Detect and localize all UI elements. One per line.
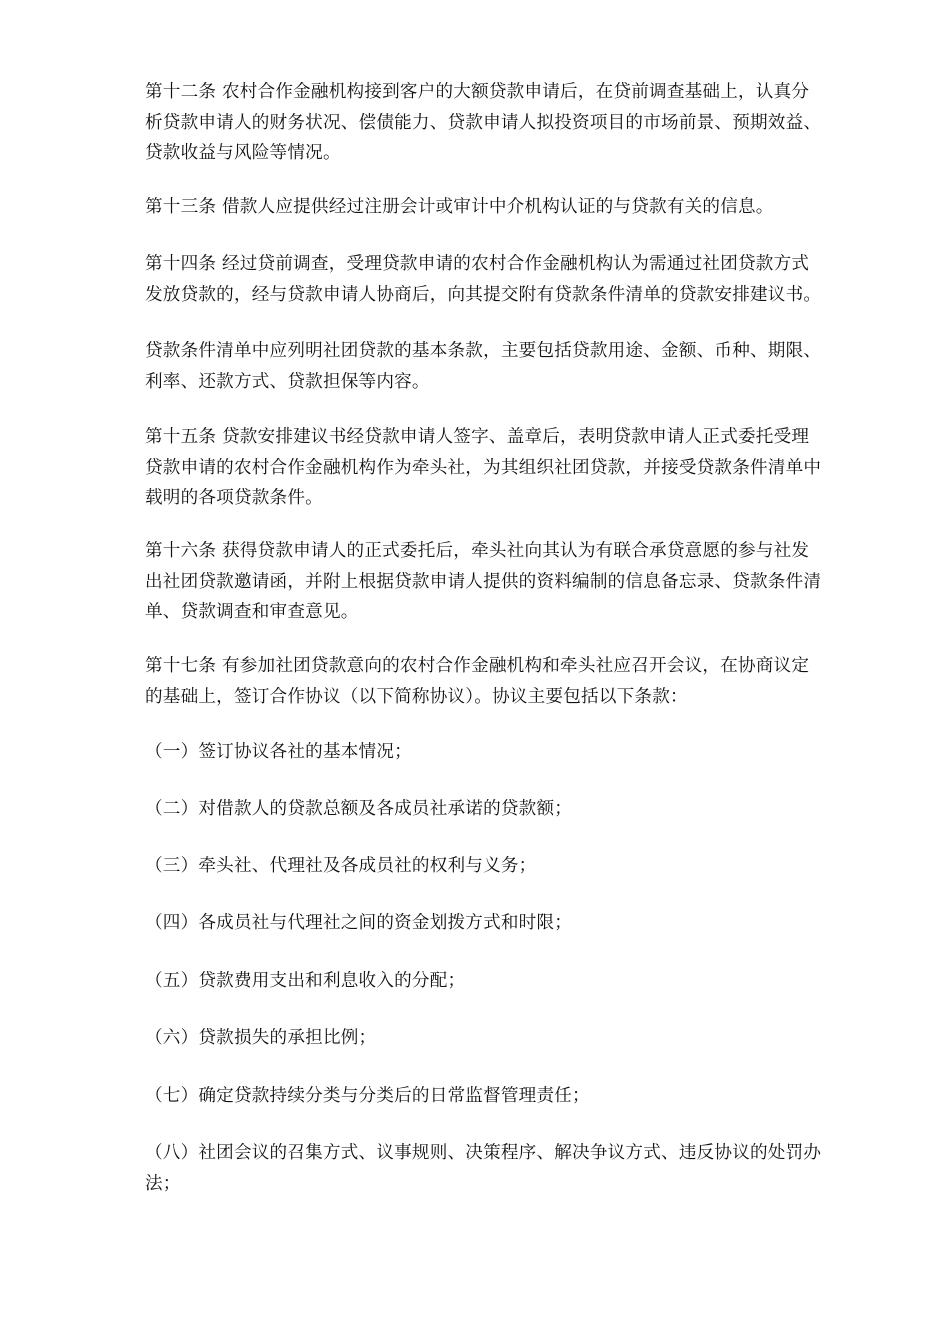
clause-item-6 xyxy=(145,1023,875,1054)
clause-item-2 xyxy=(145,794,875,825)
clause-item-3 xyxy=(145,851,875,882)
text-line: 载明的各项贷款条件。 xyxy=(145,488,323,508)
article-17-paragraph xyxy=(145,651,875,712)
text-line: 第十三条 借款人应提供经过注册会计或审计中介机构认证的与贷款有关的信息。 xyxy=(145,197,774,217)
text-line: 的基础上，签订合作协议（以下简称协议）。协议主要包括以下条款： xyxy=(145,686,688,707)
text-line: 析贷款申请人的财务状况、偿债能力、贷款申请人拟投资项目的市场前景、预期效益、 xyxy=(145,112,822,133)
article-15-paragraph xyxy=(145,422,875,514)
text-line: （七）确定贷款持续分类与分类后的日常监督管理责任； xyxy=(145,1086,590,1106)
clause-item-5 xyxy=(145,966,875,997)
article-14-paragraph xyxy=(145,249,875,310)
text-line: 第十六条 获得贷款申请人的正式委托后，牵头社向其认为有联合承贷意愿的参与社发 xyxy=(145,541,810,561)
article-13-paragraph xyxy=(145,192,875,223)
text-line: （二）对借款人的贷款总额及各成员社承诺的贷款额； xyxy=(145,799,573,819)
text-line: 法； xyxy=(145,1173,181,1194)
text-line: 利率、还款方式、贷款担保等内容。 xyxy=(145,371,430,392)
text-line: （一）签订协议各社的基本情况； xyxy=(145,742,412,762)
text-line: 贷款条件清单中应列明社团贷款的基本条款，主要包括贷款用途、金额、币种、期限、 xyxy=(145,341,822,361)
article-16-paragraph xyxy=(145,536,875,628)
text-line: （五）贷款费用支出和利息收入的分配； xyxy=(145,971,466,991)
clause-item-1 xyxy=(145,737,875,768)
text-line: 发放贷款的，经与贷款申请人协商后，向其提交附有贷款条件清单的贷款安排建议书。 xyxy=(145,284,822,305)
loan-conditions-paragraph xyxy=(145,336,875,397)
text-line: 贷款收益与风险等情况。 xyxy=(145,143,341,163)
text-line: 单、贷款调查和审查意见。 xyxy=(145,602,359,622)
text-line: 第十五条 贷款安排建议书经贷款申请人签字、盖章后，表明贷款申请人正式委托受理 xyxy=(145,427,810,447)
text-line: 第十四条 经过贷前调查，受理贷款申请的农村合作金融机构认为需通过社团贷款方式 xyxy=(145,254,810,274)
clause-item-4 xyxy=(145,908,875,939)
text-line: 出社团贷款邀请函，并附上根据贷款申请人提供的资料编制的信息备忘录、贷款条件清 xyxy=(145,571,822,592)
text-line: 第十七条 有参加社团贷款意向的农村合作金融机构和牵头社应召开会议，在协商议定 xyxy=(145,656,810,676)
text-line: （四）各成员社与代理社之间的资金划拨方式和时限； xyxy=(145,913,573,933)
text-line: 贷款申请的农村合作金融机构作为牵头社，为其组织社团贷款，并接受贷款条件清单中 xyxy=(145,457,822,478)
text-line: （三）牵头社、代理社及各成员社的权利与义务； xyxy=(145,856,537,876)
text-line: （八）社团会议的召集方式、议事规则、决策程序、解决争议方式、违反协议的处罚办 xyxy=(145,1143,822,1163)
article-12-paragraph xyxy=(145,77,875,169)
clause-item-8 xyxy=(145,1138,875,1199)
text-line: （六）贷款损失的承担比例； xyxy=(145,1028,377,1048)
clause-item-7 xyxy=(145,1081,875,1112)
text-line: 第十二条 农村合作金融机构接到客户的大额贷款申请后，在贷前调查基础上，认真分 xyxy=(145,82,810,102)
